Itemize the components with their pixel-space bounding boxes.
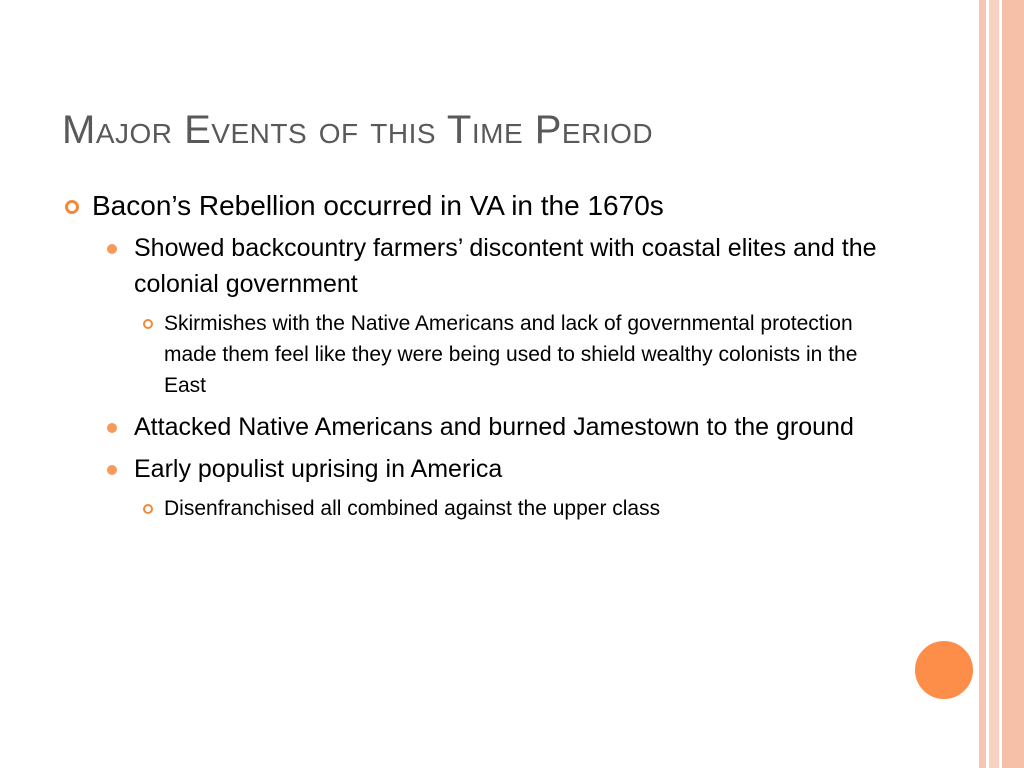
bullet-level-2	[60, 230, 880, 302]
bullet-text: Disenfranchised all combined against the upper class	[164, 497, 661, 520]
bullet-level-3	[60, 493, 880, 524]
decor-stripe	[1002, 0, 1024, 768]
decor-circle	[913, 639, 975, 701]
dot-bullet-icon	[107, 244, 117, 254]
dot-bullet-icon	[107, 465, 117, 475]
ring-bullet-icon	[143, 504, 153, 514]
slide-title: Major Events of this Time Period	[62, 108, 654, 152]
ring-bullet-icon	[143, 319, 153, 329]
bullet-text: Bacon’s Rebellion occurred in VA in the 1670s	[92, 190, 664, 221]
bullet-level-1	[60, 188, 880, 224]
bullet-text: Skirmishes with the Native Americans and lack of governmental protection made them feel like they were being used to shield wealthy colonists in the East	[164, 312, 858, 397]
dot-bullet-icon	[107, 423, 117, 433]
decor-stripe	[979, 0, 986, 768]
bullet-level-2	[60, 451, 880, 487]
slide-body	[60, 188, 880, 532]
bullet-text: Early populist uprising in America	[134, 455, 503, 483]
bullet-text: Attacked Native Americans and burned Jamestown to the ground	[134, 413, 854, 441]
bullet-level-3	[60, 308, 880, 401]
bullet-text: Showed backcountry farmers’ discontent with coastal elites and the colonial government	[134, 234, 877, 298]
ring-bullet-icon	[65, 200, 79, 214]
bullet-level-2	[60, 409, 880, 445]
decor-stripe	[989, 0, 999, 768]
